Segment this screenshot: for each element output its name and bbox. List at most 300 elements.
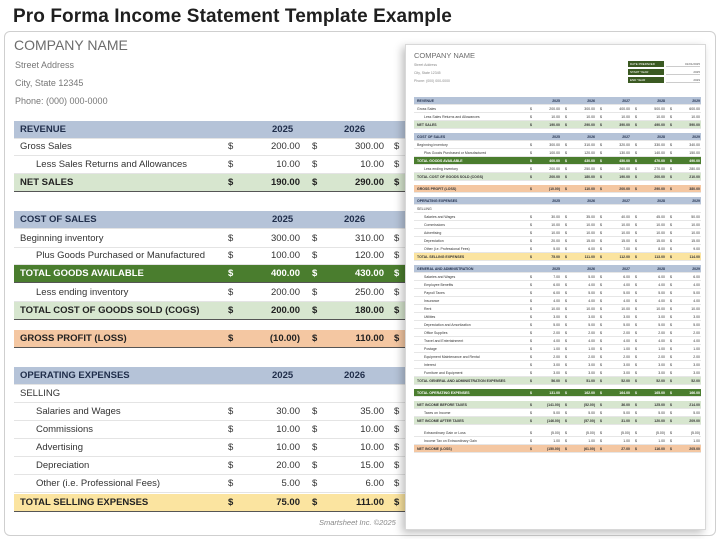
preview-currency-symbol: $ bbox=[635, 371, 637, 375]
preview-value: 300.00 bbox=[549, 143, 560, 147]
currency-symbol: $ bbox=[228, 424, 234, 435]
value-2025: 75.00 bbox=[276, 497, 300, 508]
preview-currency-symbol: $ bbox=[565, 215, 567, 219]
preview-value: 130.00 bbox=[619, 151, 630, 155]
preview-currency-symbol: $ bbox=[530, 123, 532, 127]
preview-row-label: SELLING bbox=[417, 207, 432, 211]
value-2025: 200.00 bbox=[270, 305, 300, 316]
preview-currency-symbol: $ bbox=[635, 143, 637, 147]
preview-currency-symbol: $ bbox=[600, 231, 602, 235]
preview-currency-symbol: $ bbox=[670, 355, 672, 359]
preview-currency-symbol: $ bbox=[635, 107, 637, 111]
preview-currency-symbol: $ bbox=[635, 331, 637, 335]
row-label: Plus Goods Purchased or Manufactured bbox=[36, 250, 205, 261]
preview-currency-symbol: $ bbox=[635, 187, 637, 191]
preview-currency-symbol: $ bbox=[565, 391, 567, 395]
preview-value: 3.00 bbox=[588, 315, 595, 319]
preview-value: 5.00 bbox=[588, 323, 595, 327]
preview-value: 200.00 bbox=[549, 107, 560, 111]
preview-value: 114.00 bbox=[689, 255, 700, 259]
statement-row bbox=[14, 385, 414, 403]
statement-row bbox=[14, 138, 414, 156]
row-label: TOTAL SELLING EXPENSES bbox=[20, 497, 149, 508]
preview-value: (5.00) bbox=[585, 431, 595, 435]
preview-currency-symbol: $ bbox=[600, 247, 602, 251]
preview-currency-symbol: $ bbox=[670, 151, 672, 155]
preview-currency-symbol: $ bbox=[530, 115, 532, 119]
preview-row bbox=[414, 369, 701, 377]
preview-currency-symbol: $ bbox=[670, 239, 672, 243]
preview-currency-symbol: $ bbox=[600, 419, 602, 423]
preview-row bbox=[414, 329, 701, 337]
preview-currency-symbol: $ bbox=[600, 159, 602, 163]
preview-currency-symbol: $ bbox=[670, 323, 672, 327]
currency-symbol: $ bbox=[312, 333, 318, 344]
preview-value: 190.00 bbox=[549, 123, 560, 127]
preview-currency-symbol: $ bbox=[635, 403, 637, 407]
preview-row bbox=[414, 377, 701, 385]
preview-row-label: NET SALES bbox=[417, 123, 437, 127]
currency-symbol: $ bbox=[394, 406, 400, 417]
preview-currency-symbol: $ bbox=[600, 143, 602, 147]
preview-year-header: 2028 bbox=[657, 199, 665, 203]
preview-currency-symbol: $ bbox=[530, 187, 532, 191]
preview-currency-symbol: $ bbox=[670, 167, 672, 171]
preview-value: 52.00 bbox=[656, 379, 665, 383]
section-title: COST OF SALES bbox=[20, 214, 97, 225]
preview-value: 10.00 bbox=[691, 307, 700, 311]
preview-row bbox=[414, 113, 701, 121]
preview-currency-symbol: $ bbox=[635, 355, 637, 359]
preview-row-label: Office Supplies bbox=[424, 331, 448, 335]
currency-symbol: $ bbox=[312, 305, 318, 316]
currency-symbol: $ bbox=[228, 406, 234, 417]
currency-symbol: $ bbox=[228, 233, 234, 244]
preview-currency-symbol: $ bbox=[600, 431, 602, 435]
preview-value: (5.00) bbox=[690, 431, 700, 435]
preview-currency-symbol: $ bbox=[635, 339, 637, 343]
preview-currency-symbol: $ bbox=[635, 223, 637, 227]
preview-row-label: Plus Goods Purchased or Manufactured bbox=[424, 151, 487, 155]
preview-value: 10.00 bbox=[586, 223, 595, 227]
preview-year-header: 2026 bbox=[587, 99, 595, 103]
preview-currency-symbol: $ bbox=[670, 439, 672, 443]
preview-row-label: Payroll Taxes bbox=[424, 291, 445, 295]
preview-currency-symbol: $ bbox=[530, 255, 532, 259]
preview-currency-symbol: $ bbox=[670, 411, 672, 415]
preview-currency-symbol: $ bbox=[635, 315, 637, 319]
currency-symbol: $ bbox=[228, 250, 234, 261]
row-label: Salaries and Wages bbox=[36, 406, 121, 417]
preview-row-label: Employee Benefits bbox=[424, 283, 454, 287]
preview-currency-symbol: $ bbox=[600, 115, 602, 119]
preview-currency-symbol: $ bbox=[530, 391, 532, 395]
currency-symbol: $ bbox=[394, 442, 400, 453]
preview-value: 5.00 bbox=[658, 323, 665, 327]
preview-value: 2.00 bbox=[623, 331, 630, 335]
preview-row-label: Advertising bbox=[424, 231, 442, 235]
preview-currency-symbol: $ bbox=[530, 291, 532, 295]
preview-row bbox=[414, 389, 701, 397]
preview-value: 400.00 bbox=[619, 107, 630, 111]
preview-currency-symbol: $ bbox=[670, 291, 672, 295]
preview-currency-symbol: $ bbox=[635, 247, 637, 251]
preview-value: 110.00 bbox=[584, 187, 595, 191]
preview-value: 164.00 bbox=[619, 391, 630, 395]
preview-currency-symbol: $ bbox=[670, 371, 672, 375]
preview-currency-symbol: $ bbox=[670, 187, 672, 191]
value-2026: 35.00 bbox=[360, 406, 384, 417]
preview-value: 500.00 bbox=[654, 107, 665, 111]
preview-value: 310.00 bbox=[584, 143, 595, 147]
preview-currency-symbol: $ bbox=[600, 107, 602, 111]
preview-value: 5.00 bbox=[658, 291, 665, 295]
preview-year-header: 2026 bbox=[587, 135, 595, 139]
preview-currency-symbol: $ bbox=[530, 339, 532, 343]
preview-value: 5.00 bbox=[693, 411, 700, 415]
preview-value: 8.00 bbox=[658, 247, 665, 251]
preview-row-label: Gross Sales bbox=[417, 107, 437, 111]
currency-symbol: $ bbox=[312, 141, 318, 152]
preview-row bbox=[414, 253, 701, 261]
preview-currency-symbol: $ bbox=[530, 239, 532, 243]
preview-currency-symbol: $ bbox=[670, 283, 672, 287]
preview-value: 5.00 bbox=[623, 291, 630, 295]
preview-currency-symbol: $ bbox=[600, 151, 602, 155]
preview-currency-symbol: $ bbox=[670, 419, 672, 423]
preview-currency-symbol: $ bbox=[530, 159, 532, 163]
preview-year-header: 2025 bbox=[552, 99, 560, 103]
preview-value: 166.00 bbox=[689, 391, 700, 395]
preview-currency-symbol: $ bbox=[670, 331, 672, 335]
currency-symbol: $ bbox=[228, 141, 234, 152]
preview-row-label: Salaries and Wages bbox=[424, 215, 456, 219]
year-header: 2026 bbox=[344, 124, 366, 135]
preview-year-header: 2026 bbox=[587, 267, 595, 271]
preview-currency-symbol: $ bbox=[670, 315, 672, 319]
value-2025: 5.00 bbox=[281, 478, 300, 489]
preview-value: 4.00 bbox=[623, 299, 630, 303]
preview-row bbox=[414, 361, 701, 369]
preview-value: 3.00 bbox=[693, 315, 700, 319]
preview-section-header bbox=[414, 97, 701, 105]
preview-section-header bbox=[414, 133, 701, 141]
preview-value: 4.00 bbox=[693, 283, 700, 287]
preview-currency-symbol: $ bbox=[600, 371, 602, 375]
currency-symbol: $ bbox=[312, 442, 318, 453]
currency-symbol: $ bbox=[312, 268, 318, 279]
row-label: TOTAL COST OF GOODS SOLD (COGS) bbox=[20, 305, 200, 316]
preview-currency-symbol: $ bbox=[600, 447, 602, 451]
preview-value: 7.00 bbox=[553, 275, 560, 279]
street-address: Street Address bbox=[15, 60, 75, 70]
preview-currency-symbol: $ bbox=[635, 411, 637, 415]
preview-meta-row bbox=[628, 61, 700, 68]
preview-section-title: COST OF SALES bbox=[417, 135, 446, 139]
preview-value: 10.00 bbox=[551, 223, 560, 227]
preview-value: (5.00) bbox=[620, 431, 630, 435]
preview-section-header bbox=[414, 197, 701, 205]
preview-value: 35.00 bbox=[586, 215, 595, 219]
preview-value: 4.00 bbox=[623, 339, 630, 343]
value-2025: 200.00 bbox=[270, 141, 300, 152]
preview-value: 200.00 bbox=[549, 175, 560, 179]
preview-year-header: 2026 bbox=[587, 199, 595, 203]
preview-row-label: Interest bbox=[424, 363, 436, 367]
statement-row bbox=[14, 247, 414, 265]
preview-value: 10.00 bbox=[621, 115, 630, 119]
preview-currency-symbol: $ bbox=[565, 291, 567, 295]
preview-value: 6.00 bbox=[553, 283, 560, 287]
preview-value: 4.00 bbox=[588, 283, 595, 287]
currency-symbol: $ bbox=[228, 442, 234, 453]
preview-currency-symbol: $ bbox=[530, 215, 532, 219]
statement-row bbox=[14, 457, 414, 475]
preview-value: 10.00 bbox=[656, 223, 665, 227]
preview-value: 7.00 bbox=[623, 247, 630, 251]
preview-currency-symbol: $ bbox=[670, 255, 672, 259]
preview-currency-symbol: $ bbox=[670, 223, 672, 227]
preview-value: 10.00 bbox=[656, 115, 665, 119]
preview-value: 2.00 bbox=[588, 355, 595, 359]
preview-value: 1.00 bbox=[588, 439, 595, 443]
currency-symbol: $ bbox=[394, 268, 400, 279]
full-template-preview bbox=[405, 44, 706, 530]
preview-value: 280.00 bbox=[689, 167, 700, 171]
preview-currency-symbol: $ bbox=[530, 143, 532, 147]
preview-currency-symbol: $ bbox=[565, 431, 567, 435]
value-2026: 111.00 bbox=[355, 497, 384, 508]
preview-currency-symbol: $ bbox=[635, 275, 637, 279]
preview-currency-symbol: $ bbox=[635, 379, 637, 383]
currency-symbol: $ bbox=[312, 497, 318, 508]
preview-value: 52.00 bbox=[621, 379, 630, 383]
currency-symbol: $ bbox=[312, 424, 318, 435]
value-2025: 400.00 bbox=[270, 268, 300, 279]
preview-currency-symbol: $ bbox=[670, 307, 672, 311]
preview-row-label: Depreciation and Amortization bbox=[424, 323, 471, 327]
preview-value: 4.00 bbox=[623, 283, 630, 287]
preview-value: 3.00 bbox=[588, 371, 595, 375]
currency-symbol: $ bbox=[228, 305, 234, 316]
preview-currency-symbol: $ bbox=[530, 431, 532, 435]
preview-currency-symbol: $ bbox=[600, 363, 602, 367]
meta-value: 01/01/2025 bbox=[666, 61, 700, 67]
preview-value: (146.00) bbox=[546, 419, 560, 423]
preview-row-label: Salaries and Wages bbox=[424, 275, 456, 279]
preview-year-header: 2025 bbox=[552, 267, 560, 271]
preview-currency-symbol: $ bbox=[565, 315, 567, 319]
preview-value: 450.00 bbox=[619, 159, 630, 163]
preview-year-header: 2028 bbox=[657, 135, 665, 139]
preview-row-label: TOTAL COST OF GOODS SOLD (COGS) bbox=[417, 175, 484, 179]
preview-value: 5.00 bbox=[693, 291, 700, 295]
preview-row bbox=[414, 105, 701, 113]
preview-value: (141.00) bbox=[546, 403, 560, 407]
preview-value: 1.00 bbox=[623, 347, 630, 351]
preview-currency-symbol: $ bbox=[635, 123, 637, 127]
currency-symbol: $ bbox=[228, 460, 234, 471]
preview-meta-row bbox=[628, 77, 700, 84]
preview-row-label: NET INCOME BEFORE TAXES bbox=[417, 403, 467, 407]
preview-row bbox=[414, 173, 701, 181]
preview-currency-symbol: $ bbox=[635, 283, 637, 287]
value-2026: 10.00 bbox=[360, 442, 384, 453]
preview-currency-symbol: $ bbox=[565, 239, 567, 243]
currency-symbol: $ bbox=[228, 497, 234, 508]
preview-value: 3.00 bbox=[553, 363, 560, 367]
preview-year-header: 2029 bbox=[692, 99, 700, 103]
preview-currency-symbol: $ bbox=[600, 255, 602, 259]
preview-currency-symbol: $ bbox=[670, 299, 672, 303]
preview-currency-symbol: $ bbox=[635, 255, 637, 259]
preview-value: 209.00 bbox=[689, 419, 700, 423]
preview-currency-symbol: $ bbox=[600, 323, 602, 327]
preview-value: 590.00 bbox=[689, 123, 700, 127]
preview-currency-symbol: $ bbox=[635, 215, 637, 219]
preview-value: 10.00 bbox=[586, 231, 595, 235]
income-statement-main bbox=[14, 0, 414, 539]
preview-currency-symbol: $ bbox=[565, 411, 567, 415]
preview-value: 430.00 bbox=[584, 159, 595, 163]
preview-value: 400.00 bbox=[549, 159, 560, 163]
preview-value: 10.00 bbox=[656, 231, 665, 235]
preview-currency-symbol: $ bbox=[600, 347, 602, 351]
preview-value: (150.00) bbox=[546, 447, 560, 451]
preview-value: 600.00 bbox=[689, 107, 700, 111]
preview-value: 5.00 bbox=[623, 323, 630, 327]
preview-currency-symbol: $ bbox=[530, 411, 532, 415]
preview-value: 5.00 bbox=[553, 411, 560, 415]
preview-currency-symbol: $ bbox=[565, 379, 567, 383]
value-2025: 200.00 bbox=[270, 287, 300, 298]
preview-currency-symbol: $ bbox=[635, 167, 637, 171]
preview-year-header: 2028 bbox=[657, 267, 665, 271]
currency-symbol: $ bbox=[394, 250, 400, 261]
preview-row-label: Other (i.e. Professional Fees) bbox=[424, 247, 470, 251]
preview-currency-symbol: $ bbox=[635, 291, 637, 295]
preview-currency-symbol: $ bbox=[635, 347, 637, 351]
preview-value: 330.00 bbox=[654, 143, 665, 147]
preview-value: 120.00 bbox=[584, 151, 595, 155]
statement-row bbox=[14, 475, 414, 493]
preview-value: 15.00 bbox=[656, 239, 665, 243]
preview-currency-symbol: $ bbox=[565, 275, 567, 279]
preview-currency-symbol: $ bbox=[670, 175, 672, 179]
preview-value: (5.00) bbox=[655, 431, 665, 435]
preview-currency-symbol: $ bbox=[530, 363, 532, 367]
value-2026: 310.00 bbox=[354, 233, 384, 244]
preview-currency-symbol: $ bbox=[565, 159, 567, 163]
preview-section-title: GENERAL AND ADMINISTRATION bbox=[417, 267, 474, 271]
preview-currency-symbol: $ bbox=[635, 239, 637, 243]
preview-value: 4.00 bbox=[553, 339, 560, 343]
preview-year-header: 2028 bbox=[657, 99, 665, 103]
statement-row bbox=[14, 156, 414, 174]
preview-value: 2.00 bbox=[693, 331, 700, 335]
preview-value: 180.00 bbox=[584, 175, 595, 179]
preview-value: 10.00 bbox=[656, 307, 665, 311]
preview-currency-symbol: $ bbox=[600, 291, 602, 295]
preview-row-label: Depreciation bbox=[424, 239, 444, 243]
statement-row bbox=[14, 403, 414, 421]
preview-value: (5.00) bbox=[550, 431, 560, 435]
preview-value: 10.00 bbox=[551, 115, 560, 119]
preview-row bbox=[414, 305, 701, 313]
preview-value: 52.00 bbox=[691, 379, 700, 383]
preview-currency-symbol: $ bbox=[565, 339, 567, 343]
preview-currency-symbol: $ bbox=[530, 275, 532, 279]
currency-symbol: $ bbox=[228, 478, 234, 489]
preview-value: 3.00 bbox=[693, 371, 700, 375]
value-2025: 10.00 bbox=[276, 159, 300, 170]
preview-value: 10.00 bbox=[586, 307, 595, 311]
preview-currency-symbol: $ bbox=[530, 439, 532, 443]
preview-value: 3.00 bbox=[693, 363, 700, 367]
preview-row-label: Commissions bbox=[424, 223, 446, 227]
preview-value: 4.00 bbox=[553, 299, 560, 303]
preview-value: 112.00 bbox=[619, 255, 630, 259]
preview-value: 200.00 bbox=[619, 187, 630, 191]
preview-value: 5.00 bbox=[588, 411, 595, 415]
preview-value: 270.00 bbox=[654, 167, 665, 171]
row-label: Advertising bbox=[36, 442, 83, 453]
preview-currency-symbol: $ bbox=[600, 283, 602, 287]
preview-currency-symbol: $ bbox=[635, 299, 637, 303]
preview-value: 200.00 bbox=[654, 175, 665, 179]
preview-value: 113.00 bbox=[654, 255, 665, 259]
preview-currency-symbol: $ bbox=[565, 363, 567, 367]
year-header: 2026 bbox=[344, 370, 366, 381]
preview-value: 6.00 bbox=[588, 247, 595, 251]
preview-currency-symbol: $ bbox=[635, 419, 637, 423]
preview-currency-symbol: $ bbox=[600, 315, 602, 319]
preview-row-label: NET INCOME AFTER TAXES bbox=[417, 419, 464, 423]
preview-currency-symbol: $ bbox=[635, 231, 637, 235]
currency-symbol: $ bbox=[312, 177, 318, 188]
value-2026: 430.00 bbox=[354, 268, 384, 279]
preview-value: 2.00 bbox=[588, 331, 595, 335]
preview-value: 116.00 bbox=[654, 447, 665, 451]
preview-value: 6.00 bbox=[693, 275, 700, 279]
preview-value: 75.00 bbox=[551, 255, 560, 259]
preview-currency-symbol: $ bbox=[670, 431, 672, 435]
preview-currency-symbol: $ bbox=[565, 231, 567, 235]
currency-symbol: $ bbox=[394, 177, 400, 188]
section-header bbox=[14, 367, 414, 385]
preview-value: 210.00 bbox=[689, 175, 700, 179]
preview-row bbox=[414, 401, 701, 409]
currency-symbol: $ bbox=[312, 460, 318, 471]
preview-row bbox=[414, 321, 701, 329]
preview-year-header: 2027 bbox=[622, 99, 630, 103]
preview-value: 1.00 bbox=[658, 347, 665, 351]
meta-value: 2029 bbox=[666, 77, 700, 83]
preview-currency-symbol: $ bbox=[600, 187, 602, 191]
preview-currency-symbol: $ bbox=[635, 431, 637, 435]
preview-currency-symbol: $ bbox=[600, 215, 602, 219]
preview-currency-symbol: $ bbox=[600, 403, 602, 407]
preview-value: 4.00 bbox=[658, 339, 665, 343]
total-row bbox=[14, 330, 414, 348]
preview-value: 6.00 bbox=[658, 275, 665, 279]
preview-row bbox=[414, 445, 701, 453]
preview-row-label: TOTAL GOODS AVAILABLE bbox=[417, 159, 463, 163]
preview-city: City, State 12345 bbox=[414, 71, 441, 75]
preview-currency-symbol: $ bbox=[600, 379, 602, 383]
preview-value: 10.00 bbox=[551, 231, 560, 235]
preview-row bbox=[414, 289, 701, 297]
